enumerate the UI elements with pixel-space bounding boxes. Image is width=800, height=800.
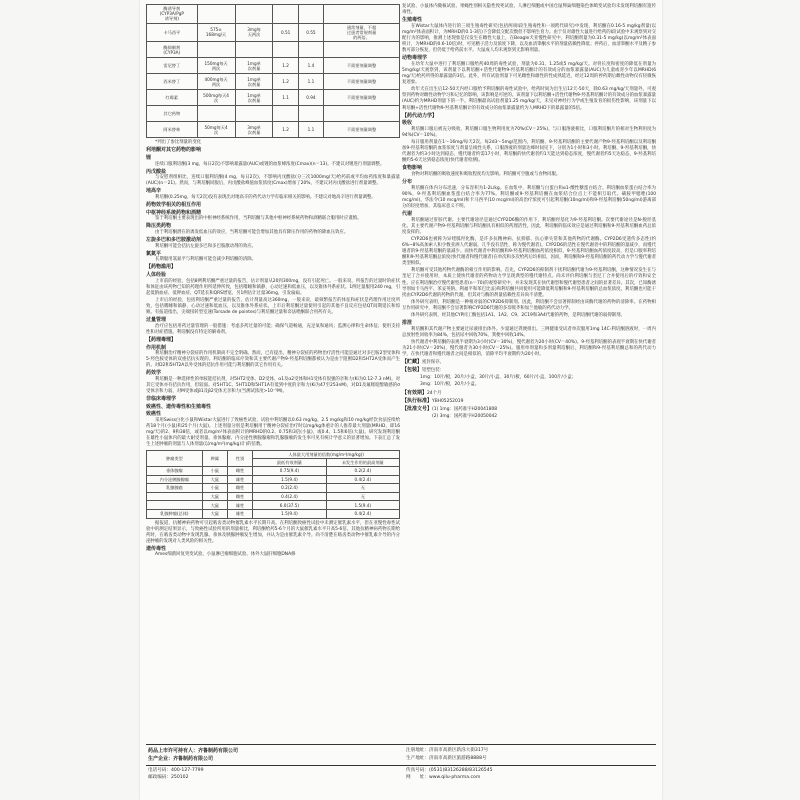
- tumor-cell-a: 0.2(2.4): [253, 484, 326, 493]
- tumor-cell-type: 乳腺肿瘤(总体): [147, 509, 203, 518]
- package-insert-sheet: [140, 0, 662, 800]
- dose-cell-note: 不需要剂量调整: [324, 58, 400, 74]
- section-heading-approval: 【批准文号】: [402, 405, 433, 412]
- subheading: 锂: [146, 154, 152, 161]
- subheading: 地高辛: [146, 188, 162, 195]
- paragraph: 利培酮是一种选择性的单胺能拮抗剂，对5HT2受体、D2受体、α1及α2受体和H1受体有很强的亲和力(Ki为0.12-7.3 nM)。对其它受体亦有拮抗作用，但较弱。对5HT1C、5HT1D和5HT1A有低到中度的亲和力(Ki为47至253nM)，对D1及氟哌啶醇敏感的σ受体亲和力弱，对M受体或β1及β2受体无亲和力(当测试浓度>10⁻⁵M)。: [146, 377, 400, 395]
- section-heading-storage: 【贮藏】: [402, 359, 423, 366]
- paragraph: 每日服用剂量在1～16mg/每天2次。每2d3～5mg/范围内，利培酮、9-羟基利培酮的主要代谢产物9-羟基利培酮以及利培酮加9-羟基利培酮的血浆浓度与剂量呈线性关系，口服溶液的剂量达峰时间见下，分别为1小时和3小时。利培酮、9-羟基利培酮，快代谢者为约3小时达到稳态，慢代谢者约需17小时，利培酮的快代谢者约1天能达到稳态浓度，慢代谢者约5天达稳态，9-羟基利培酮约5-6天达到稳态浓度(快代谢者检测)。: [402, 139, 656, 164]
- dose-cell-drug: 红霉素: [147, 90, 198, 106]
- tumor-cell-a: 0.4(2.4): [253, 492, 326, 501]
- dose-cell-drug: 雷尼替丁: [147, 58, 198, 74]
- subheading: 食物影响: [402, 165, 423, 172]
- subheading: 人体经验: [146, 272, 167, 278]
- dose-cell-note: 不需要剂量调整: [324, 74, 400, 90]
- interaction-dose-table: [146, 4, 400, 138]
- dose-cell-drug: 酶诱导剂 (CYP3A/PgP 诱导剂): [147, 5, 198, 24]
- dose-cell-drug: 阿米替林: [147, 122, 198, 138]
- paragraph: 由于利培酮潜在的诱发低血压的效应，当利培酮可能会增加其他具有降压作用的药物的降血压效应。: [155, 229, 349, 235]
- dose-cell-dose: 575± 168mg/天: [197, 23, 235, 42]
- approval-text: (1) 1mg：国药准字H20041808: [432, 406, 498, 412]
- dose-table-row: [147, 42, 400, 58]
- tumor-table-row: [147, 475, 400, 484]
- tumor-cell-species: 小鼠: [202, 466, 227, 475]
- tumor-cell-b: 1.5(9.4): [326, 501, 399, 510]
- dose-cell-drug: 酶抑制剂 (CYP3A): [147, 42, 198, 58]
- paragraph: 利培酮可能会拮抗左旋多巴和多巴胺激动剂的效应。: [155, 243, 256, 249]
- subheading: 丙戊酸盐: [146, 168, 167, 175]
- paragraph: 利培酮(0.25mg，每天2次)没有表现出对地高辛的药代动力学有临床相关的影响。不建议对地高辛进行剂量调整。: [155, 194, 376, 200]
- holder-label: 药品上市许可持有人：: [148, 748, 199, 754]
- paragraph: 食物对利培酮的吸收速度和吸收程度均无影响。利培酮可空腹或与食物同服。: [411, 171, 561, 177]
- tumor-cell-species: 大鼠: [202, 509, 227, 518]
- paragraph: 利培酮在体内分布迅速，分布容积为1-2L/kg。在血浆中，利培酮与白蛋白和α1-酸性糖蛋白结合。利培酮血浆蛋白结合率为90%，9-羟基利培酮血浆蛋白结合率为77%。利培酮或9-羟基利培酮在血浆结合位点上不能相互取代。磺胺甲噁唑(100 mcg/ml)、华法令(10 mcg/ml)和卡马西平(10 mcg/ml)的高治疗浓度可引起利培酮(10ng/ml)和9-羟基利培酮(50ng/ml)游离部分的轻度增加，其临床意义不明。: [402, 185, 656, 209]
- tumor-cell-b: 0.4(2.4): [326, 509, 399, 518]
- tumor-cell-species: 大鼠: [202, 501, 227, 510]
- dose-table-row: [147, 106, 400, 122]
- section-heading-abuse: 【药物滥用】: [146, 264, 177, 271]
- dose-cell-note: 通常剂量，不超 过患者常规剂量 的两倍。: [324, 23, 400, 42]
- standard-text: YBH05252019: [432, 398, 464, 404]
- dose-cell-drug: 其它药物: [147, 106, 198, 122]
- dose-cell-freq: [235, 106, 273, 122]
- tumor-cell-type: [147, 492, 203, 501]
- tumor-cell-type: 垂体腺瘤: [147, 466, 203, 475]
- tumor-table-row: [147, 509, 400, 518]
- section-heading-standard: 【执行标准】: [402, 397, 433, 404]
- dose-cell-freq: 3mg每 天两次: [235, 23, 273, 42]
- dose-cell-note: [324, 106, 400, 122]
- dose-cell-note: [324, 42, 400, 58]
- tumor-header-multiple: 人体最大用剂量的倍数(mg/m²(mg/kg)): [253, 450, 400, 458]
- tumor-cell-species: 大鼠: [202, 492, 227, 501]
- paragraph: CYP2D6也被称为异喹胍羟化酶，是许多抗精神病、抗抑郁、抗心律失常和其他药物的代谢酶。CYP2D6受遗传多态性(约6%~8%高加索人和少数亚洲人代谢弱，几乎没有活性，称为慢代谢者)。CYP2D6的活性在慢代谢者中的利培酮的量减少，而慢代谢者的9-羟基利培酮的量减少。而快代谢者中利培酮和9-羟基利培酮血药浓度相似，9-羟基利培酮血药浓度较高，但是口服率利培酮和9-羟基利培酮总浓度(快代谢者和慢代谢者)在单次和多次给药后均相似，因而，利培酮和9-羟基利培酮的药代动力学与慢代谢者类型相似。: [402, 236, 656, 267]
- fax: 传真号码：(0531)83126288/83126545: [406, 768, 493, 773]
- paragraph: 与安慰剂组相比，连续口服利培酮(4 mg，每日2次)，不影响丙戊酸盐(分三次1000mg/天)给药前或平均血药浓度和暴露量(AUC)(n＝21)。然而，与利培酮同服后，丙戊酸盐峰值血浆浓度(Cmax)增加了20%，不建议对丙戊酸盐进行剂量调整。: [146, 175, 400, 187]
- dose-cell-v1: 1.1: [273, 90, 298, 106]
- dose-cell-note: [324, 5, 400, 24]
- dose-cell-dose: [197, 106, 235, 122]
- dose-cell-v2: 0.94: [298, 90, 323, 106]
- tumor-cell-species: 小鼠: [202, 484, 227, 493]
- tumor-cell-sex: 雄性: [227, 509, 252, 518]
- dose-cell-dose: 500mg每天4 次: [197, 90, 235, 106]
- phone: 电话号码：400-127-7799: [148, 768, 204, 773]
- paragraph: 幼年犬在出生后12-50天内经口服给予利培酮的毒性试验中，给药时间为出生后12天-50天，除0.63 mg/kg/天剂量外，可观察到药物对雌性动物学习和记忆的影响，该影响是可逆的。该剂量下以利培酮+活性代谢物9-羟基利培酮计的有效成分的血浆暴露量(AUC)约为MRHD剂量下的一半。利培酮最高试验剂量1.25 mg/kg/天，未见对神经行为学或生殖发育的损伤性影响，该剂量下以利培酮+活性代谢物9-羟基利培酮计的有效成分的血浆暴露量约为人MRHD下的暴露量的5倍。: [402, 87, 656, 111]
- dose-table-row: [147, 23, 400, 42]
- subheading: 非临床毒理学: [146, 396, 177, 403]
- tumor-header-sex: 性别: [227, 450, 252, 466]
- right-column: [402, 4, 656, 421]
- dose-cell-freq: [235, 42, 273, 58]
- dose-cell-freq: 1mg单 次剂量: [235, 74, 273, 90]
- footer-divider-mid: [146, 765, 656, 766]
- paragraph: 利培酮通过肝脏代谢。主要代谢途径是通过CYP2D6酶的作用下，利培酮羟基化为9-羟基利培酮。次要代谢途径是N-脱烃基化。其主要代谢产物9-羟基利培酮与利培酮具有相似的药理活性。因此，利培酮的临床效应是通过利培酮和9-羟基利培酮血药总浓度发挥的。: [402, 217, 656, 235]
- tumor-cell-sex: 雄性: [227, 475, 252, 484]
- dose-cell-drug: 西米替丁: [147, 74, 198, 90]
- dose-cell-v1: 0.51: [273, 23, 298, 42]
- tumor-cell-b: 无: [326, 492, 399, 501]
- approval-line: (2) 3mg：国药准字H20050042: [432, 413, 498, 419]
- tumor-cell-a: 6.0(37.5): [253, 501, 326, 510]
- paragraph: 长期服用氯氮平与利培酮可能会减少利培酮的清除。: [155, 257, 256, 263]
- tumor-cell-type: [147, 501, 203, 510]
- subheading: 致癌性: [146, 411, 162, 418]
- website: 网 址：www.qilu-pharma.com: [406, 775, 481, 780]
- tumor-header-species: 种属: [202, 450, 227, 466]
- tumor-table: [146, 450, 400, 519]
- subheading: 药效学: [146, 370, 162, 377]
- maker-label: 生产企业：: [148, 756, 174, 762]
- dose-table-row: [147, 5, 400, 24]
- paragraph: 利培酮治疗精神分裂症的作用机制尚不完全明确。然而，已有提出，精神分裂症的药物治疗活性可能是通过对多巴胺2型受体和5-羟色胺受体的双重拮抗实现的。利培酮的临床疗效和其主要代谢产物9-羟基利培酮都被认为是由于阻断D2和5HT2A受体而产生的。对D2和5HT2A以外受体的拮抗作用可能与利培酮的其它作用有关。: [146, 351, 400, 369]
- subheading: 药物效学相关的相互作用: [146, 202, 202, 209]
- paragraph: 复试验、小鼠体内微核试验、果蝇性别相关隐性致死试验、人淋巴细胞或中国仓鼠卵巢细胞染色体畸变试验均未发现利培酮有遗传毒性。: [402, 4, 656, 16]
- dose-cell-dose: [197, 42, 235, 58]
- package-line: 1mg：10片/板，20片/小盒，30片/小盒，30片/板，60片/小盒，100片/小盒；: [420, 375, 577, 381]
- validity-text: 24个月: [427, 390, 442, 396]
- subheading: 遗传毒性: [146, 545, 167, 552]
- dose-cell-freq: 1mg单 次剂量: [235, 90, 273, 106]
- dose-cell-v1: 1.2: [273, 58, 298, 74]
- dose-cell-freq: 3mg单 次剂量: [235, 122, 273, 138]
- subheading: 排泄: [402, 320, 413, 327]
- paragraph: 上市前的经验，包括8例利培酮严重过量的报告，估计剂量从20到300mg，没有引起死亡。一般来说，所报告的过量时的症状和体征由该药物已知的药理作用所延伸所致，包括嗜睡和镇静，心动过速和低血压，以及锥体外系症状。1例过量服用240 mg，引起低钠血症、低钾血症、QT延长和QRS增宽。另1例估计过量36mg，引发痫痫。: [146, 278, 400, 296]
- subheading: 代谢: [402, 211, 413, 217]
- paragraph: 利培酮口服后被充分吸收，利培酮口服生物利用度为70%(CV＝25%)。与口服溶液相比，口服利培酮片的相对生物利用度为94%(CV＝10%)。: [402, 126, 656, 138]
- subheading: 作用机制: [146, 344, 167, 351]
- subheading: 致癌性、遗传毒性和生殖毒性: [146, 403, 212, 410]
- dose-cell-v2: 0.55: [298, 23, 323, 42]
- storage-text: 密封保存。: [422, 360, 444, 366]
- dose-cell-note: 不需要剂量调整: [324, 122, 400, 138]
- section-heading-package: 【包装】: [402, 367, 423, 374]
- dose-cell-v2: [298, 5, 323, 24]
- subheading: 吸收: [402, 120, 413, 127]
- footer-divider-top: [146, 744, 656, 745]
- paragraph: 利培酮和其代谢产物主要通过尿液排出体外。少量通过粪便排出。三例健康受试者单次服用1mg 14C-利培酮溶液时，一周内总放射性回收率为84%，包括尿中回收70%，粪便中回收14%。: [402, 326, 656, 338]
- section-heading-pk: 【药代动力学】: [402, 112, 438, 119]
- section-heading-validity: 【有效期】: [402, 389, 428, 396]
- section-heading: 利培酮对其它药物的影响: [146, 147, 202, 154]
- subheading: 过量管理: [146, 317, 167, 324]
- dose-cell-v1: [273, 42, 298, 58]
- tumor-cell-type: 内分泌胰腺腺瘤: [147, 475, 203, 484]
- dose-cell-v1: 1.2: [273, 74, 298, 90]
- subheading: 降压类药物: [146, 223, 172, 230]
- dose-table-row: [147, 58, 400, 74]
- tumor-cell-sex: 雌性: [227, 466, 252, 475]
- zip: 邮政编码：250102: [148, 775, 189, 780]
- paragraph: 鉴于利培酮主要表现出的中枢神经系统作用，当利培酮与其他中枢神经系统药物和酒精联合服用时应谨慎。: [155, 216, 362, 222]
- dose-cell-note: 不需要剂量调整: [324, 90, 400, 106]
- dose-cell-freq: 1mg单 次剂量: [235, 58, 273, 74]
- subheading: 生殖毒性: [402, 17, 423, 24]
- maker-name: 齐鲁制药有限公司: [173, 756, 214, 762]
- paragraph: 连续口服利培酮(3 mg，每日2次)不影响暴露量(AUC)或锂的血浆峰浓度(Cmax)(n＝13)。不建议对锂进行剂量调整。: [155, 161, 385, 167]
- dose-cell-v2: [298, 42, 323, 58]
- tumor-header-lowest: 最低有效剂量: [253, 458, 326, 466]
- tumor-table-row: [147, 501, 400, 510]
- dose-cell-v1: [273, 5, 298, 24]
- subheading: 动物毒理学: [402, 55, 428, 62]
- dose-table-row: [147, 122, 400, 138]
- dose-cell-v2: 1.1: [298, 74, 323, 90]
- dose-cell-v2: 1.1: [298, 122, 323, 138]
- tumor-table-row: [147, 466, 400, 475]
- dose-cell-dose: 50mg每天4 次: [197, 122, 235, 138]
- dose-cell-freq: [235, 5, 273, 24]
- tumor-cell-species: 大鼠: [202, 475, 227, 484]
- dose-cell-v2: 1.4: [298, 58, 323, 74]
- paragraph: 利培酮可受其他药物代谢酶的相互作用的影响。首先，CYP2D6的抑制剂干扰利培酮代谢为9-羟基利培酮，这种情况发生在与奎尼丁合并使用时，本质上使快代谢者的药物动力学呈现典型的慢代谢特点。尚未评价利培酮与奎尼丁合并使用后的疗效和安全性。应在利培酮治疗慢代谢型患者(n＝70)的观察研究中，并未发现其在快代谢型和慢代谢型患者之间的显著差异。其次，已知酶诱导剂如卡马西平、苯妥英钠、利福平和苯巴比妥)和利培酮共同使用可能降低利培酮和9-羟基利培酮的总血浆浓度。利培酮也可能干扰由CYP2D6代谢的药物的代谢，但其对与酶的剂量依赖性差异尚不清楚。: [402, 268, 656, 298]
- tumor-table-row: [147, 492, 400, 501]
- paragraph: 上市后的经验，包括利培酮严重过量的报告，估计剂量高达360mg，一般来说，最频繁报告的体征和症状是药理作用过度所致，包括嗜睡和镇静，心动过速和低血压，以及锥体外系症状。上市后利培酮过量使用引起的其他不良反应包括QT间期延长和惊厥。有报道指出，尖端扭转型室速(Torsade de pointes)与利培酮过量和奈法唑酮联合用药有关。: [146, 297, 400, 316]
- maker-address: 生产地址：济南市高新区旅游路8888号: [406, 756, 487, 761]
- tumor-cell-type: 乳腺腺癌: [147, 484, 203, 493]
- subheading: 分布: [402, 179, 413, 186]
- tumor-cell-b: 0.4(2.4): [326, 475, 399, 484]
- paragraph: 治疗应包括用药过量管理的一般措施：考虑多药过量的可能；确保气道畅通，充足氧和通风；监测心律和生命体征；使用支持性和对症措施。利培酮没有特定的解毒剂。: [146, 323, 400, 335]
- tumor-cell-sex: 雄性: [227, 501, 252, 510]
- tumor-cell-sex: 雌性: [227, 492, 252, 501]
- dose-cell-drug: 卡马西平: [147, 23, 198, 42]
- dose-cell-v2: [298, 106, 323, 122]
- table-footnote: *列出了参比剂量的变化: [155, 140, 202, 146]
- tumor-header-type: 肿瘤类型: [147, 450, 203, 466]
- dose-cell-dose: 400mg每天 两次: [197, 74, 235, 90]
- subheading: 左旋多巴和多巴胺激动剂: [146, 237, 202, 244]
- dose-cell-v1: 1.2: [273, 122, 298, 138]
- tumor-table-row: [147, 484, 400, 493]
- tumor-cell-a: 1.5(9.4): [253, 475, 326, 484]
- paragraph: 体外研究表明，经其他CYP同工酶包括1A1、1A2、C9、2C19和3A4代谢的药物，是利培酮代谢的弱抑制剂。: [411, 313, 625, 318]
- company-footer: [140, 742, 662, 792]
- paragraph: 据报道，抗精神病药物可引起啮齿类动物催乳素水平长期升高。在利培酮致癌性试验中未测定催乳素水平，但在亚慢性毒性试验中的测定结果显示，与致癌性试验所用的剂量相比，利培酮给药5-6个月的大鼠催乳素水平升高5-6倍。其他抗精神病药物长期给药时，在啮齿类动物中发现乳腺、垂体及胰腺肿瘤发生增加，并认为是由催乳素介导。尚不清楚在啮齿类动物中催乳素介导的内分泌肿瘤的发现对人类风险的相关性。: [146, 520, 400, 544]
- paragraph: 在幼年大鼠中进行了利培酮口服给药40周的毒性试验，剂量为0.31、1.25或5 mg/kg/天。对骨长度和密度的降低在剂量为5mg/kg/天观察到，该剂量下以利培酮+活性代谢物9-羟基利培酮计的有效成分的血浆暴露量(AUC)为儿童或青少年以MRHD(6 mg/天)给药所得的暴露量的3倍。此外，所有试验剂量下可见雌性和雄性的性成熟延迟，经过12周的停药期后雌性动物仅有轻微恢复迹象。: [402, 61, 656, 86]
- subheading: 中枢神经系统药物和酒精: [146, 209, 202, 216]
- tumor-cell-sex: 雌性: [227, 484, 252, 493]
- package-line: 3mg：10片/板，20片/小盒。: [420, 382, 480, 388]
- paragraph: 快代谢者中利培酮的表观半衰期为3小时(CV＝30%)，慢代谢者为20小时(CV＝40%)。9-羟基利培酮的表观半衰期在快代谢者为21小时(CV＝20%)，慢代谢者为30小时(CV＝25%)。服用单剂量和多剂量利培酮后，利培酮和9-羟基利培酮总和的药代动力学，在快代谢者和慢代谢者之间是相似的，消除平均半衰期约为20小时。: [402, 339, 656, 358]
- paragraph: Ames细菌回复突变试验、小鼠淋巴瘤细胞试验、体外大鼠肝细胞DNA修: [155, 552, 296, 558]
- package-text: 铝塑包装：: [422, 368, 444, 374]
- holder-address: 注册地址：济南市高新区新泺大街317号: [406, 748, 489, 753]
- tumor-cell-b: 0.2(2.4): [326, 466, 399, 475]
- left-column: [146, 4, 400, 560]
- tumor-cell-a: 0.75(9.4): [253, 466, 326, 475]
- holder-name: 齐鲁制药有限公司: [198, 748, 239, 754]
- paragraph: 采用Swiss白化小鼠和Wistar大鼠进行了致癌性试验，试验中利培酮以0.63 mg/kg、2.5 mg/kg和10 mg/kg经饮食法连续给药18个月(小鼠)和25个月(大鼠)。上述剂量分别是利培酮用于精神分裂症治疗时以mg/kg体重计的人推荐最大剂量(MRHD，即16 mg/天)的2、9和38倍，或者以mg/m²体表面积计的MRHD的0.2、0.75和3倍(小鼠)，或0.4、1.5和6倍(大鼠)。研究发现利培酮在雄性小鼠体内的最大耐受剂量。垂体腺瘤、内分泌性胰腺腺瘤和乳腺腺瘤的发生率可见有统计学意义的显著增加。下表汇总了发生上述肿瘤的剂量与人体剂量(以mg/m²(mg/kg)计)的倍数。: [146, 418, 400, 448]
- dose-cell-dose: [197, 5, 235, 24]
- dose-cell-dose: 150mg每天 两次: [197, 58, 235, 74]
- tumor-cell-b: 无: [326, 484, 399, 493]
- dose-table-row: [147, 90, 400, 106]
- tumor-header-highest: 未发生作用的最高剂量: [326, 458, 399, 466]
- dose-table-row: [147, 74, 400, 90]
- subheading: 氯氮平: [146, 250, 162, 257]
- dose-cell-v1: [273, 106, 298, 122]
- tumor-cell-a: 1.5(9.4): [253, 509, 326, 518]
- paragraph: 体外研究表明，利培酮是一种相对弱的CYP2D6抑制剂。因此，利培酮不会显著抑制经由该酶代谢的药物的清除率。在药物相互作用研究中，利培酮不会显著影响CYP2D6代谢的多奈哌齐和加兰他敏的药代动力学。: [402, 299, 656, 311]
- paragraph: 在Wistar大鼠体内进行的三项生殖毒性研究(包括两项Ⅰ段生殖毒性和一项跨代研究)中发现，利培酮在0.16-5 mg/kg剂量(以mg/m²体表面积计，为MRHD的0.1-3倍)下会降低交配次数但不影响生育力。由于仅对雄性大鼠进行给药的Ⅰ段试验中未观察到对交配行为的影响，推测上述现象是仅发生在雌性大鼠上，在Beagle犬亚慢性研究中，利培酮剂量为0.31-5 mg/kg(以mg/m²体表面积计，为MRHD的0.6-10倍)时，可见精子活力及浓度下降，以及血清睾酮水平的剂量依赖性降低；停药后，血清睾酮水平及精子参数可部分恢复，但仍低于给药前水平。大鼠成人均未观察到无影响剂量。: [402, 23, 656, 54]
- section-heading-pharmacology: 【药理毒理】: [146, 336, 177, 343]
